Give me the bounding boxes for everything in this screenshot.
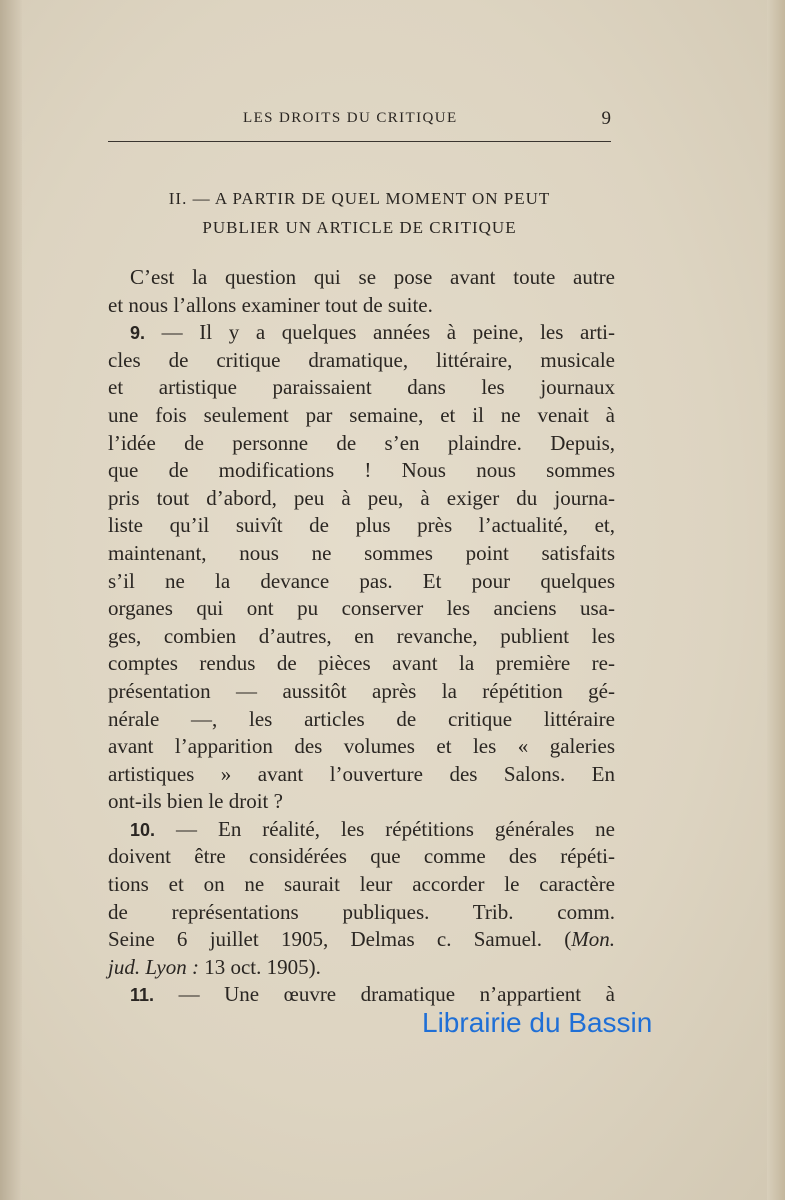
- italic-reference: Mon.: [571, 927, 615, 952]
- text-fragment: Seine 6 juillet 1905, Delmas c. Samuel. (: [108, 927, 572, 952]
- text-line: présentation — aussitôt après la répétition gé-: [108, 678, 615, 703]
- text-line: pris tout d’abord, peu à peu, à exiger du journa-: [108, 485, 615, 510]
- text-line: doivent être considérées que comme des répéti-: [108, 844, 615, 869]
- text-fragment: 13 oct. 1905).: [198, 954, 321, 979]
- section-heading-line-2: PUBLIER UN ARTICLE DE CRITIQUE: [202, 218, 517, 237]
- text-line: nérale —, les articles de critique littéraire: [108, 706, 615, 731]
- page-gutter-shadow: [0, 0, 22, 1200]
- page-number: 9: [601, 108, 611, 129]
- text-line-citation-end: [108, 954, 615, 982]
- text-line: et artistique paraissaient dans les journaux: [108, 375, 615, 400]
- section-heading-line-1: II. — A PARTIR DE QUEL MOMENT ON PEUT: [168, 189, 551, 208]
- text-line: s’il ne la devance pas. Et pour quelques: [108, 568, 615, 593]
- text-line: et nous l’allons examiner tout de suite.: [108, 292, 433, 317]
- paragraph-10-first-line: [108, 816, 615, 844]
- text-line: tions et on ne saurait leur accorder le caractère: [108, 872, 615, 897]
- body-text: [108, 264, 615, 1009]
- watermark-overlay: Librairie du Bassin: [422, 1007, 653, 1038]
- text-line: comptes rendus de pièces avant la première re-: [108, 651, 615, 676]
- text-line: maintenant, nous ne sommes point satisfaits: [108, 540, 615, 565]
- text-line: ges, combien d’autres, en revanche, publient les: [108, 623, 615, 648]
- paragraph-number-11: 11.: [130, 985, 155, 1006]
- section-heading: [108, 184, 611, 242]
- header-rule: [108, 141, 611, 142]
- running-header: [108, 108, 611, 132]
- text-line: que de modifications ! Nous nous sommes: [108, 458, 615, 483]
- page-right-edge: [767, 0, 785, 1200]
- paragraph-number-9: 9.: [130, 323, 146, 344]
- text-line: de représentations publiques. Trib. comm.: [108, 899, 615, 924]
- paragraph-11-first-line: [108, 981, 615, 1009]
- text-line: avant l’apparition des volumes et les « galeries: [108, 734, 615, 759]
- text-line: l’idée de personne de s’en plaindre. Depuis,: [108, 430, 615, 455]
- text-line: liste qu’il suivît de plus près l’actualité, et,: [108, 513, 615, 538]
- text-line: C’est la question qui se pose avant toute autre: [130, 265, 615, 289]
- text-line-citation: [108, 926, 615, 954]
- paragraph-9-first-line: [108, 319, 615, 347]
- text-line: une fois seulement par semaine, et il ne venait à: [108, 402, 615, 427]
- text-fragment: — Une œuvre dramatique n’appartient à: [154, 982, 615, 1007]
- running-title: LES DROITS DU CRITIQUE: [243, 110, 458, 126]
- text-line: artistiques » avant l’ouverture des Salons. En: [108, 761, 615, 786]
- text-line: ont-ils bien le droit ?: [108, 789, 283, 814]
- text-line: organes qui ont pu conserver les anciens usa-: [108, 596, 615, 621]
- text-line: cles de critique dramatique, littéraire, musicale: [108, 347, 615, 372]
- text-fragment: — En réalité, les répétitions générales ne: [155, 816, 615, 841]
- paragraph-number-10: 10.: [130, 819, 156, 840]
- italic-reference: jud. Lyon :: [108, 954, 199, 979]
- text-fragment: — Il y a quelques années à peine, les arti-: [145, 320, 615, 345]
